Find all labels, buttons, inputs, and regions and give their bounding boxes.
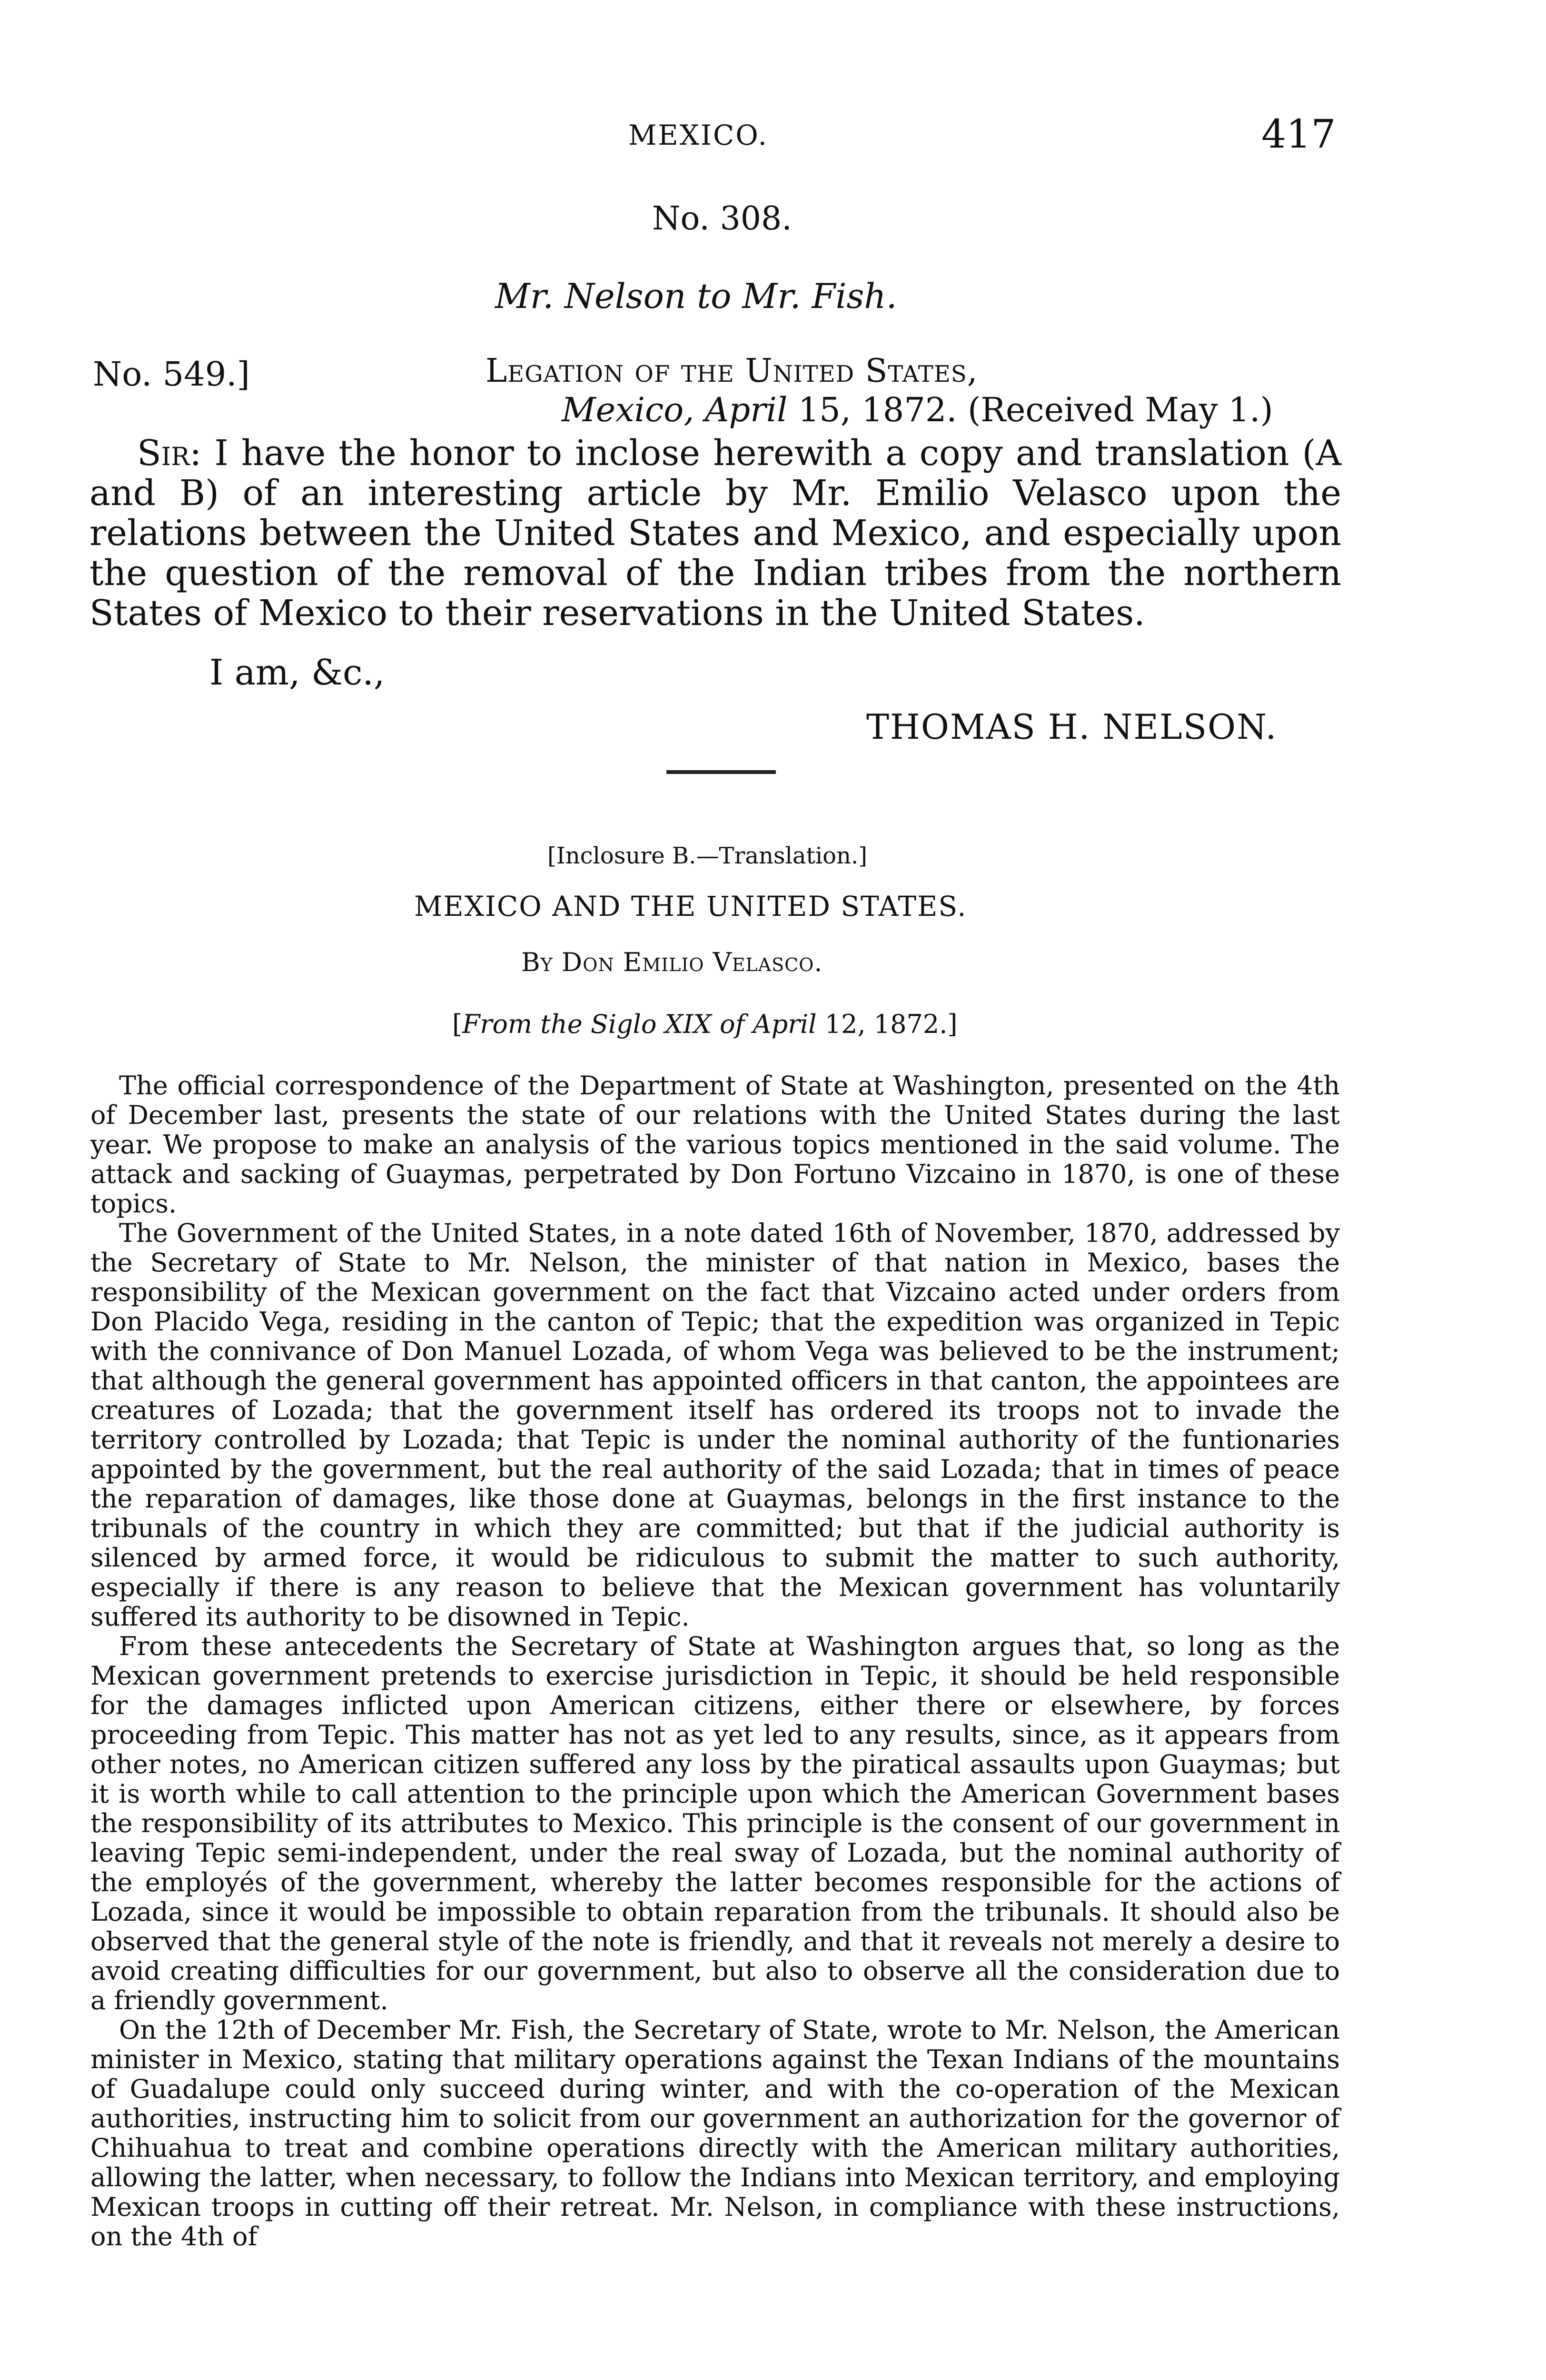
dateline bbox=[562, 390, 1273, 429]
document-number: No. 308. bbox=[652, 200, 792, 238]
legation-heading: Legation of the United States, bbox=[486, 352, 978, 390]
article-title: MEXICO AND THE UNITED STATES. bbox=[414, 890, 967, 922]
letter-body bbox=[89, 433, 1341, 633]
article-byline: By Don Emilio Velasco. bbox=[521, 947, 823, 977]
article-paragraph: The official correspondence of the Department of State at Washington, presented on the 4th of December last, presents the state of our relations with the United States during the last year. We propose to make an analysis of the various topics mentioned in the said volume. The attack and sacking of Guaymas, perpetrated by Don Fortuno Vizcaino in 1870, is one of these topics. bbox=[90, 1071, 1340, 1219]
letter-text: I have the honor to inclose herewith a copy and translation (A and B) of an interesting article by Mr. Emilio Velasco upon the relations between the United States and Mexico, and especially upon the question of the removal of the Indian tribes from the northern States of Mexico to their reservations in the United States. bbox=[89, 433, 1341, 634]
section-divider bbox=[666, 770, 776, 774]
enclosure-label: [Inclosure B.—Translation.] bbox=[547, 843, 867, 869]
source-date: 12, 1872.] bbox=[824, 1009, 958, 1039]
letter-signature: THOMAS H. NELSON. bbox=[866, 707, 1278, 747]
article-source bbox=[452, 1009, 957, 1039]
running-head: MEXICO. bbox=[628, 119, 768, 151]
source-text: From the Siglo XIX of April bbox=[462, 1009, 817, 1039]
article-body bbox=[90, 1071, 1340, 2251]
received-note: (Received May 1.) bbox=[967, 390, 1273, 429]
dateline-place: Mexico, April bbox=[562, 390, 788, 429]
document-heading: Mr. Nelson to Mr. Fish. bbox=[495, 276, 897, 316]
article-paragraph: The Government of the United States, in a note dated 16th of November, 1870, addressed by the Secretary of State to Mr. Nelson, the minister of that nation in Mexico, bases the responsibility of the Mexican government on the fact that Vizcaino acted under orders from Don Placido Vega, residing in the canton of Tepic; that the expedition was organized in Tepic with the connivance of Don Manuel Lozada, of whom Vega was believed to be the instrument; that although the general government has appointed officers in that canton, the appointees are creatures of Lozada; that the government itself has ordered its troops not to invade the territory controlled by Lozada; that Tepic is under the nominal authority of the funtionaries appointed by the government, but the real authority of the said Lozada; that in times of peace the reparation of damages, like those done at Guaymas, belongs in the first instance to the tribunals of the country in which they are committed; but that if the judicial authority is silenced by armed force, it would be ridiculous to submit the matter to such authority, especially if there is any reason to believe that the Mexican government has voluntarily suffered its authority to be disowned in Tepic. bbox=[90, 1218, 1340, 1632]
article-paragraph: From these antecedents the Secretary of State at Washington argues that, so long as the Mexican government pretends to exercise jurisdiction in Tepic, it should be held responsible for the damages inflicted upon American citizens, either there or elsewhere, by forces proceeding from Tepic. This matter has not as yet led to any results, since, as it appears from other notes, no American citizen suffered any loss by the piratical assaults upon Guaymas; but it is worth while to call attention to the principle upon which the American Government bases the responsibility of its attributes to Mexico. This principle is the consent of our government in leaving Tepic semi-independent, under the real sway of Lozada, but the nominal authority of the employés of the government, whereby the latter becomes responsible for the actions of Lozada, since it would be impossible to obtain reparation from the tribunals. It should also be observed that the general style of the note is friendly, and that it reveals not merely a desire to avoid creating difficulties for our government, but also to observe all the consideration due to a friendly government. bbox=[90, 1631, 1340, 2015]
article-paragraph: On the 12th of December Mr. Fish, the Secretary of State, wrote to Mr. Nelson, the American minister in Mexico, stating that military operations against the Texan Indians of the mountains of Guadalupe could only succeed during winter, and with the co-operation of the Mexican authorities, instructing him to solicit from our government an authorization for the governor of Chihuahua to treat and combine operations directly with the American military authorities, allowing the latter, when necessary, to follow the Indians into Mexican territory, and employing Mexican troops in cutting off their retreat. Mr. Nelson, in compliance with these instructions, on the 4th of bbox=[90, 2015, 1340, 2251]
page-number: 417 bbox=[1261, 112, 1336, 157]
source-bracket: [ bbox=[452, 1009, 463, 1039]
reference-number: No. 549.] bbox=[93, 355, 250, 394]
dateline-date: 15, 1872. bbox=[798, 390, 957, 429]
salutation: Sir: bbox=[137, 433, 202, 474]
letter-closing: I am, &c., bbox=[209, 652, 385, 693]
